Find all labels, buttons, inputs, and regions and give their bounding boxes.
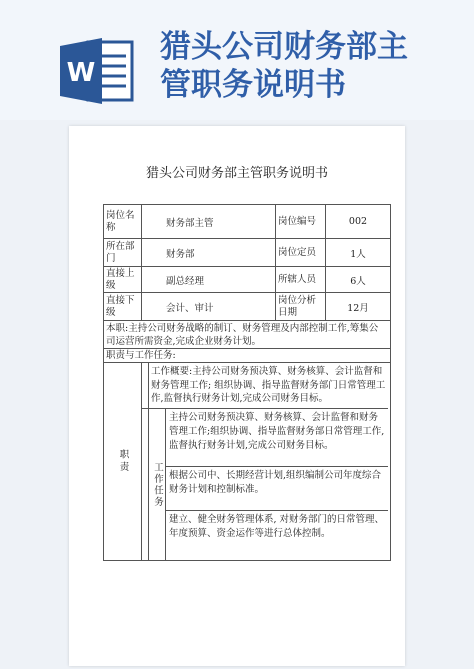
field-value: 会计、审计 (142, 293, 276, 320)
list-item: 主持公司财务预决算、财务核算、会计监督和财务管理工作;组织协调、指导监督财务部日常管理工作,监督执行财务计划,完成公司财务目标。 (166, 409, 388, 467)
field-value: 002 (348, 216, 368, 227)
job-summary: 本职:主持公司财务战略的制订、财务管理及内部控制工作,筹集公司运营所需资金,完成企业财务计划。 (106, 322, 379, 347)
field-label: 直接下级 (104, 293, 142, 320)
table-row (104, 239, 390, 267)
field-label: 岗位名称 (104, 205, 142, 238)
table-row (104, 205, 390, 239)
banner-title: 猎头公司财务部主 管职务说明书 (160, 29, 408, 103)
table-row (104, 293, 390, 321)
duty-header: 职责与工作任务: (106, 350, 176, 361)
field-label: 所在部门 (104, 239, 142, 266)
document-page (69, 126, 405, 666)
job-description-table (103, 204, 391, 561)
banner (0, 0, 474, 120)
field-value: 财务部主管 (142, 205, 276, 238)
list-item: 建立、健全财务管理体系, 对财务部门的日常管理、年度预算、资金运作等进行总体控制。 (169, 514, 385, 539)
work-overview (142, 363, 388, 409)
duty-body (142, 363, 388, 560)
work-tasks (142, 409, 388, 560)
field-label: 直接上级 (104, 267, 142, 292)
field-value: 6人 (350, 275, 366, 287)
field-label: 岗位分析日期 (276, 293, 326, 320)
table-row (104, 349, 390, 363)
svg-text:W: W (66, 58, 96, 88)
table-row (104, 267, 390, 293)
field-label: 岗位编号 (276, 205, 326, 238)
field-value: 1人 (350, 248, 366, 260)
field-label: 所辖人员 (276, 267, 326, 292)
overview-text: 工作概要:主持公司财务预决算、财务核算、会计监督和财务管理工作; 组织协调、指导监督财务部门日常管理工作,监督执行财务计划,完成公司财务目标。 (148, 363, 388, 408)
field-value: 12月 (347, 302, 369, 314)
table-row (104, 321, 390, 349)
task-list (166, 409, 388, 560)
task-label: 工作任务 (148, 409, 166, 560)
duty-label: 职责 (104, 363, 142, 560)
field-label: 岗位定员 (276, 239, 326, 266)
field-value: 副总经理 (142, 267, 276, 292)
word-document-icon (58, 36, 138, 106)
list-item: 根据公司中、长期经营计划,组织编制公司年度综合财务计划和控制标准。 (166, 467, 388, 511)
duty-section (104, 363, 390, 560)
document-title: 猎头公司财务部主管职务说明书 (145, 166, 328, 181)
field-value: 财务部 (142, 239, 276, 266)
